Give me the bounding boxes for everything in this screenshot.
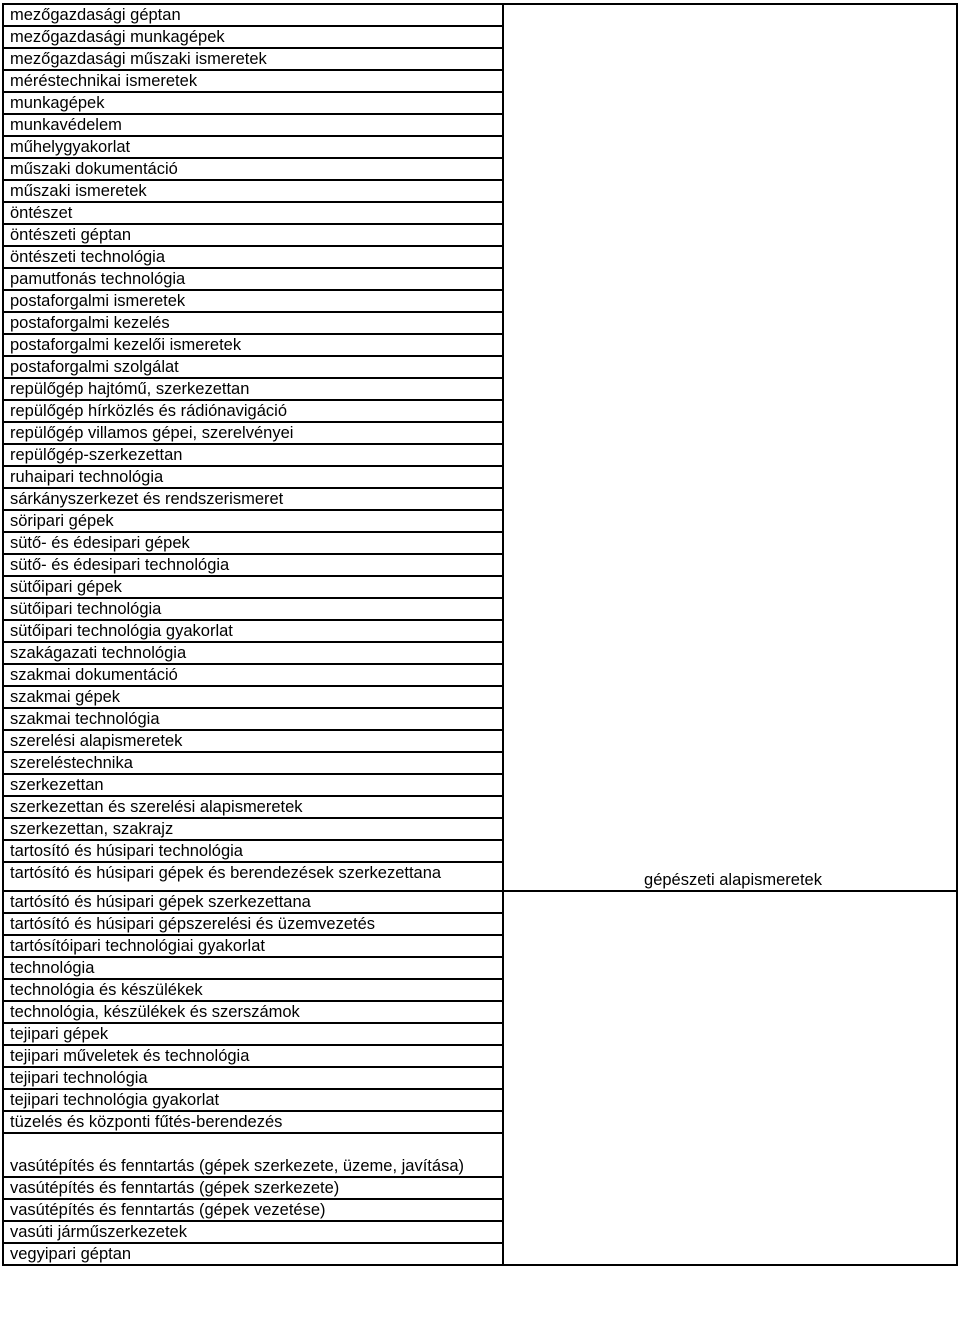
subject-cell: vasútépítés és fenntartás (gépek vezetése) (3, 1199, 503, 1221)
subject-cell: munkagépek (3, 92, 503, 114)
subject-cell: postaforgalmi kezelés (3, 312, 503, 334)
subject-cell: munkavédelem (3, 114, 503, 136)
empty-category-cell (503, 891, 957, 1265)
subject-cell: műhelygyakorlat (3, 136, 503, 158)
subject-cell: öntészet (3, 202, 503, 224)
subject-cell: szakmai dokumentáció (3, 664, 503, 686)
subject-cell: technológia (3, 957, 503, 979)
subject-cell: sárkányszerkezet és rendszerismeret (3, 488, 503, 510)
subject-cell: öntészeti géptan (3, 224, 503, 246)
subject-cell: szerkezettan (3, 774, 503, 796)
subject-cell: tartósító és húsipari gépszerelési és üzemvezetés (3, 913, 503, 935)
subject-cell: tejipari technológia gyakorlat (3, 1089, 503, 1111)
subject-cell: tartósító és húsipari gépek szerkezettana (3, 891, 503, 913)
subject-cell: szerkezettan és szerelési alapismeretek (3, 796, 503, 818)
subject-cell: repülőgép villamos gépei, szerelvényei (3, 422, 503, 444)
subject-cell: tüzelés és központi fűtés-berendezés (3, 1111, 503, 1133)
subject-cell: ruhaipari technológia (3, 466, 503, 488)
subject-table (2, 3, 958, 1266)
subject-cell: repülőgép hírközlés és rádiónavigáció (3, 400, 503, 422)
subject-cell: tejipari gépek (3, 1023, 503, 1045)
subject-cell: mezőgazdasági géptan (3, 4, 503, 26)
subject-table-body (3, 4, 957, 1265)
subject-cell: vegyipari géptan (3, 1243, 503, 1265)
subject-cell: technológia és készülékek (3, 979, 503, 1001)
subject-cell: szereléstechnika (3, 752, 503, 774)
subject-cell: szerkezettan, szakrajz (3, 818, 503, 840)
subject-cell: pamutfonás technológia (3, 268, 503, 290)
subject-cell: műszaki dokumentáció (3, 158, 503, 180)
subject-cell: szakmai gépek (3, 686, 503, 708)
subject-cell: tartosító és húsipari technológia (3, 840, 503, 862)
subject-cell: tartósító és húsipari gépek és berendezések szerkezettana (3, 862, 503, 891)
subject-cell: tartósítóipari technológiai gyakorlat (3, 935, 503, 957)
subject-cell: repülőgép hajtómű, szerkezettan (3, 378, 503, 400)
subject-cell: postaforgalmi kezelői ismeretek (3, 334, 503, 356)
table-row (3, 4, 957, 26)
table-row (3, 891, 957, 913)
subject-cell: vasútépítés és fenntartás (gépek szerkezete) (3, 1177, 503, 1199)
subject-cell: öntészeti technológia (3, 246, 503, 268)
subject-cell: sütő- és édesipari gépek (3, 532, 503, 554)
subject-cell: mezőgazdasági munkagépek (3, 26, 503, 48)
subject-cell: műszaki ismeretek (3, 180, 503, 202)
subject-cell: technológia, készülékek és szerszámok (3, 1001, 503, 1023)
subject-cell: postaforgalmi ismeretek (3, 290, 503, 312)
subject-cell: tejipari technológia (3, 1067, 503, 1089)
subject-cell: repülőgép-szerkezettan (3, 444, 503, 466)
subject-cell: sütőipari gépek (3, 576, 503, 598)
subject-cell: szakágazati technológia (3, 642, 503, 664)
category-cell: gépészeti alapismeretek (503, 4, 957, 891)
subject-cell: söripari gépek (3, 510, 503, 532)
subject-cell: sütő- és édesipari technológia (3, 554, 503, 576)
subject-cell: szerelési alapismeretek (3, 730, 503, 752)
subject-cell: tejipari műveletek és technológia (3, 1045, 503, 1067)
subject-cell: mezőgazdasági műszaki ismeretek (3, 48, 503, 70)
subject-cell: szakmai technológia (3, 708, 503, 730)
subject-cell: postaforgalmi szolgálat (3, 356, 503, 378)
subject-cell: vasúti járműszerkezetek (3, 1221, 503, 1243)
subject-cell: méréstechnikai ismeretek (3, 70, 503, 92)
subject-cell: vasútépítés és fenntartás (gépek szerkezete, üzeme, javítása) (3, 1133, 503, 1177)
subject-cell: sütőipari technológia gyakorlat (3, 620, 503, 642)
subject-cell: sütőipari technológia (3, 598, 503, 620)
